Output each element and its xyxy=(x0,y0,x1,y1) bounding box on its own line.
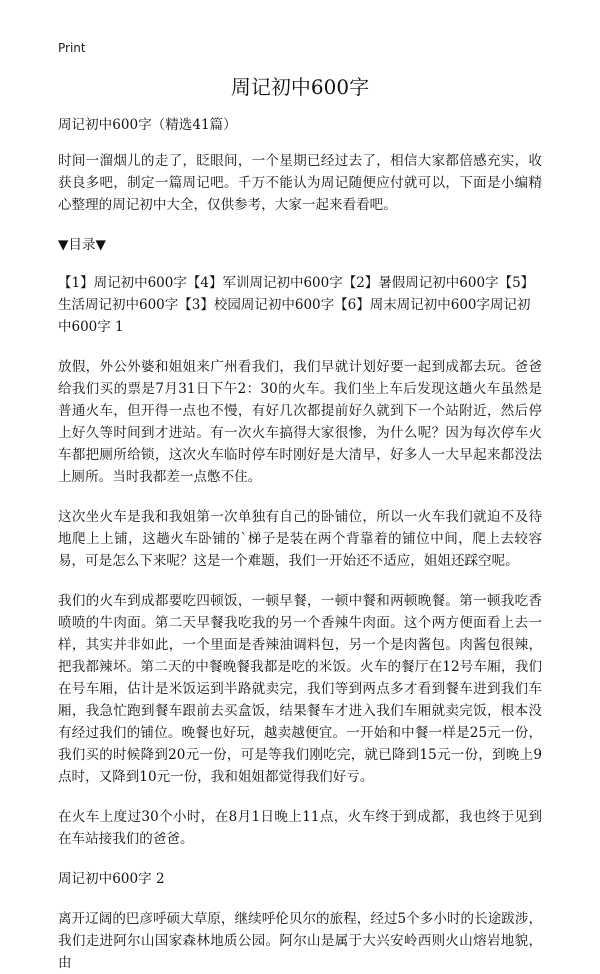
toc-item-6[interactable]: 【6】周末周记初中600字 xyxy=(334,297,490,313)
table-of-contents xyxy=(58,272,542,338)
body-paragraph-1: 放假，外公外婆和姐姐来广州看我们，我们早就计划好要一起到成都去玩。爸爸给我们买的票是7月31日下午2：30的火车。我们坐上车后发现这趟火车虽然是普通火车，但开得一点也不慢，有好几次都提前好久就到下一个站附近，然后停上好久等时间到才进站。有一次火车搞得大家很惨，为什么呢？因为每次停车火车都把厕所给锁，这次火车临时停车时刚好是大清早，好多人一大早起来都没法上厕所。当时我都差一点憋不住。 xyxy=(58,359,542,485)
print-link[interactable]: Print xyxy=(58,41,86,55)
toc-item-3[interactable]: 【3】校园周记初中600字 xyxy=(178,297,335,313)
doc-subtitle: 周记初中600字（精选41篇） xyxy=(58,117,237,133)
toc-item-1[interactable]: 【1】周记初中600字 xyxy=(58,275,187,291)
section-2-paragraph: 离开辽阔的巴彦呼硕大草原，继续呼伦贝尔的旅程，经过5个多小时的长途跋涉，我们走进阿尔山国家森林地质公园。阿尔山是属于大兴安岭西则火山熔岩地貌，由 xyxy=(58,911,542,971)
toc-item-2[interactable]: 【2】暑假周记初中600字 xyxy=(342,275,499,291)
body-paragraph-3: 我们的火车到成都要吃四顿饭，一顿早餐，一顿中餐和两顿晚餐。第一顿我吃香喷喷的牛肉面。第二天早餐我吃我的另一个香辣牛肉面。这个两方便面看上去一样，其实并非如此，一个里面是香辣油调料包，另一个是肉酱包。肉酱包很辣，把我都辣坏。第二天的中餐晚餐我都是吃的米饭。火车的餐厅在12号车厢，我们在号车厢，估计是米饭运到半路就卖完，我们等到两点多才看到餐车进到我们车厢，我急忙跑到餐车跟前去买盒饭，结果餐车才进入我们车厢就卖完饭，根本没有经过我们的铺位。晚餐也好玩，越卖越便宜。一开始和中餐一样是25元一份，我们买的时候降到20元一份，可是等我们刚吃完，就已降到15元一份，到晚上9点时，又降到10元一份，我和姐姐都觉得我们好亏。 xyxy=(58,593,542,785)
page-title: 周记初中600字 xyxy=(230,75,370,99)
toc-item-4[interactable]: 【4】军训周记初中600字 xyxy=(186,275,343,291)
body-paragraph-2: 这次坐火车是我和我姐第一次单独有自己的卧铺位，所以一火车我们就迫不及待地爬上上铺，这趟火车卧铺的`梯子是装在两个背靠着的铺位中间，爬上去较容易，可是怎么下来呢？这是一个难题，我们一开始还不适应，姐姐还踩空呢。 xyxy=(58,509,542,569)
section-2-heading: 周记初中600字 2 xyxy=(58,871,165,887)
toc-item-5[interactable]: 【5】生活周记初中600字 xyxy=(58,275,535,313)
toc-label: ▼目录▼ xyxy=(58,237,106,253)
intro-paragraph: 时间一溜烟儿的走了，眨眼间，一个星期已经过去了，相信大家都倍感充实，收获良多吧，制定一篇周记吧。千万不能认为周记随便应付就可以，下面是小编精心整理的周记初中大全，仅供参考，大家一起来看看吧。 xyxy=(58,153,542,213)
body-paragraph-4: 在火车上度过30个小时，在8月1日晚上11点，火车终于到成都，我也终于见到在车站接我们的爸爸。 xyxy=(58,809,542,847)
section-1-heading: 周记初中600字 1 xyxy=(58,297,531,335)
